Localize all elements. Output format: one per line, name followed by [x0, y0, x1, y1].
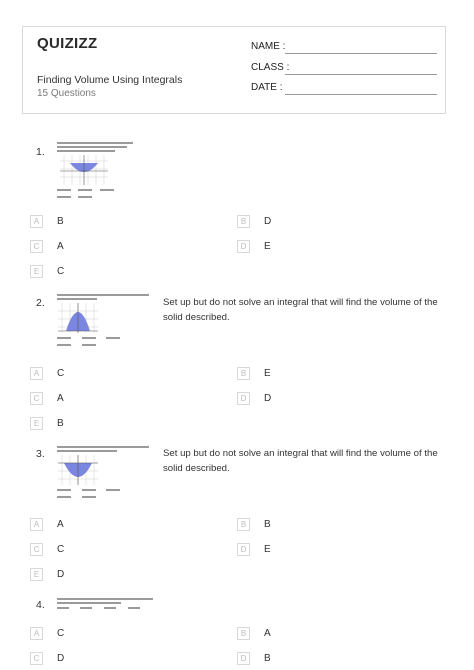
question-2-image — [56, 293, 152, 351]
question-2-text: Set up but do not solve an integral that will find the volume of the solid described. — [163, 297, 438, 323]
q3-option-c-text: C — [57, 544, 65, 555]
q4-option-b-text: A — [264, 628, 271, 639]
question-1-number: 1. — [36, 146, 45, 158]
question-3-number: 3. — [36, 448, 45, 460]
question-3-image — [56, 445, 152, 503]
name-label: NAME : — [251, 41, 286, 52]
class-label: CLASS : — [251, 62, 290, 73]
q2-option-e-text: B — [57, 418, 64, 429]
name-line[interactable] — [285, 53, 437, 54]
q1-option-box-a[interactable]: A — [30, 215, 43, 228]
q3-option-a-text: A — [57, 519, 64, 530]
q1-option-e-text: C — [57, 266, 65, 277]
worksheet-header — [22, 26, 446, 114]
quizizz-logo: QUIZIZZ — [37, 35, 98, 52]
question-2-number: 2. — [36, 297, 45, 309]
q2-option-box-a[interactable]: A — [30, 367, 43, 380]
q1-option-box-c[interactable]: C — [30, 240, 43, 253]
q4-option-c-text: D — [57, 653, 65, 664]
q1-option-box-e[interactable]: E — [30, 265, 43, 278]
q3-option-e-text: D — [57, 569, 65, 580]
question-3-text: Set up but do not solve an integral that will find the volume of the solid described. — [163, 448, 438, 474]
q4-option-a-text: C — [57, 628, 65, 639]
q2-option-box-c[interactable]: C — [30, 392, 43, 405]
q4-option-box-b[interactable]: B — [237, 627, 250, 640]
date-line[interactable] — [285, 94, 437, 95]
q2-option-box-e[interactable]: E — [30, 417, 43, 430]
q4-option-box-c[interactable]: C — [30, 652, 43, 665]
q3-option-box-b[interactable]: B — [237, 518, 250, 531]
question-count: 15 Questions — [37, 88, 96, 99]
q1-option-box-b[interactable]: B — [237, 215, 250, 228]
question-4-image — [56, 597, 156, 613]
q4-option-box-a[interactable]: A — [30, 627, 43, 640]
q1-option-box-d[interactable]: D — [237, 240, 250, 253]
q1-option-c-text: A — [57, 241, 64, 252]
q3-option-box-a[interactable]: A — [30, 518, 43, 531]
question-1-image — [56, 141, 134, 205]
q4-option-d-text: B — [264, 653, 271, 664]
q1-option-b-text: D — [264, 216, 272, 227]
q3-option-box-e[interactable]: E — [30, 568, 43, 581]
q3-option-b-text: B — [264, 519, 271, 530]
q2-option-a-text: C — [57, 368, 65, 379]
q2-option-box-b[interactable]: B — [237, 367, 250, 380]
q2-option-d-text: D — [264, 393, 272, 404]
date-label: DATE : — [251, 82, 283, 93]
q1-option-a-text: B — [57, 216, 64, 227]
q2-option-box-d[interactable]: D — [237, 392, 250, 405]
q2-option-c-text: A — [57, 393, 64, 404]
class-line[interactable] — [285, 74, 437, 75]
worksheet-title: Finding Volume Using Integrals — [37, 74, 183, 86]
q3-option-d-text: E — [264, 544, 271, 555]
q1-option-d-text: E — [264, 241, 271, 252]
q3-option-box-d[interactable]: D — [237, 543, 250, 556]
q2-option-b-text: E — [264, 368, 271, 379]
question-4-number: 4. — [36, 599, 45, 611]
q4-option-box-d[interactable]: D — [237, 652, 250, 665]
q3-option-box-c[interactable]: C — [30, 543, 43, 556]
